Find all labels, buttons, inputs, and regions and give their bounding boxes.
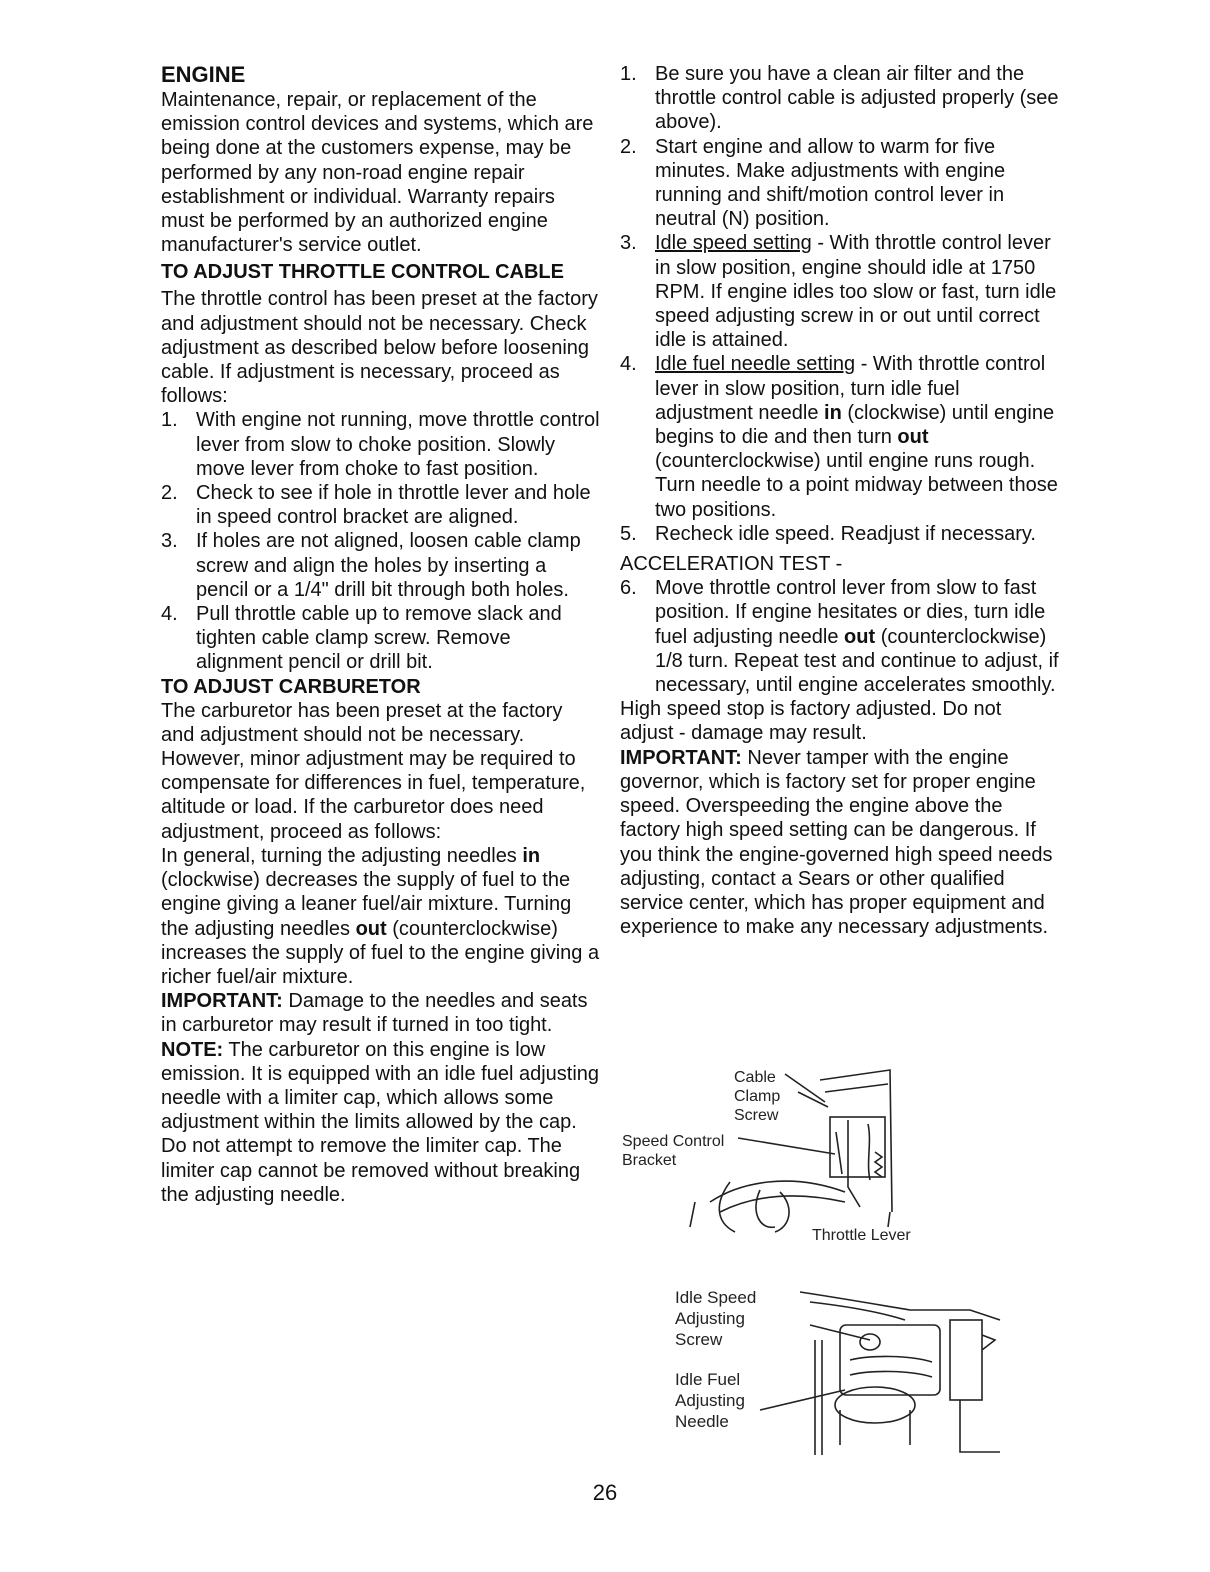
general-paragraph: In general, turning the adjusting needles in (clockwise) decreases the supply of fuel to the engine giving a leaner fuel/air mixture. Turning the adjusting needles out (counterclockwise) increases the supply of fuel to the engine giving a richer fuel/air mixture. xyxy=(161,844,600,988)
list-item: 1. Be sure you have a clean air filter and the throttle control cable is adjusted properly (see above). xyxy=(620,63,1059,134)
idle-fuel-label: Idle Fuel xyxy=(675,1370,741,1389)
list-item: 2. Check to see if hole in throttle lever and hole in speed control bracket are aligned. xyxy=(161,482,591,529)
list-item: 4. Pull throttle cable up to remove slack and tighten cable clamp screw. Remove alignment pencil or drill bit. xyxy=(161,603,562,674)
carburetor-intro: The carburetor has been preset at the factory and adjustment should not be necessary. However, minor adjustment may be required to compensate for differences in fuel, temperature, altitude or load. If the carburetor does need adjustment, proceed as follows: xyxy=(161,699,586,843)
list-item: 3. If holes are not aligned, loosen cable clamp screw and align the holes by inserting a pencil or a 1/4" drill bit through both holes. xyxy=(161,530,581,601)
needle-label: Needle xyxy=(675,1412,729,1431)
adjusting-label: Adjusting xyxy=(675,1391,745,1410)
important-paragraph: IMPORTANT: Damage to the needles and seats in carburetor may result if turned in too tight. xyxy=(161,990,588,1037)
bracket-label: Bracket xyxy=(622,1152,677,1169)
throttle-figure xyxy=(620,1062,940,1252)
page-number: 26 xyxy=(592,1480,618,1505)
carburetor-steps xyxy=(620,62,1060,546)
screw-label: Screw xyxy=(734,1107,779,1124)
right-column xyxy=(620,62,1060,939)
cable-label: Cable xyxy=(734,1069,776,1086)
carburetor-figure xyxy=(670,1280,1010,1460)
throttle-intro: The throttle control has been preset at the factory and adjustment should not be necessary. Check adjustment as described below before loosening cable. If adjustment is necessary, proceed as follows: xyxy=(161,288,598,408)
screw-label: Screw xyxy=(675,1330,723,1349)
clamp-label: Clamp xyxy=(734,1088,781,1105)
acceleration-test-heading: ACCELERATION TEST - xyxy=(620,553,843,576)
idle-speed-label: Idle Speed xyxy=(675,1288,757,1307)
note-paragraph: NOTE: The carburetor on this engine is low emission. It is equipped with an idle fuel adjusting needle with a limiter cap, which allows some adjustment within the limits allowed by the cap. Do not attempt to remove the limiter cap. The limiter cap cannot be removed without breaking the adjusting needle. xyxy=(161,1038,600,1206)
list-item: 6. Move throttle control lever from slow to fast position. If engine hesitates or dies, turn idle fuel adjusting needle out (counterclockwise) 1/8 turn. Repeat test and continue to adjust, if necessary, until engine accelerates smoothly. xyxy=(620,577,1059,697)
list-item: 2. Start engine and allow to warm for five minutes. Make adjustments with engine running and shift/motion control lever in neutral (N) position. xyxy=(620,135,1006,231)
throttle-steps xyxy=(161,408,601,674)
list-item: 4. Idle fuel needle setting - With throttle control lever in slow position, turn idle fuel adjustment needle in (clockwise) until engine begins to die and then turn out (counterclockwise) until engine runs rough. Turn needle to a point midway between those two positions. xyxy=(620,353,1058,521)
engine-paragraph: Maintenance, repair, or replacement of the emission control devices and systems, which are being done at the customers expense, may be performed by any non-road engine repair establishment or individual. Warranty repairs must be performed by an authorized engine manufacturer's service outlet. xyxy=(161,89,594,257)
list-item: 3. Idle speed setting - With throttle control lever in slow position, engine should idle at 1750 RPM. If engine idles too slow or fast, turn idle speed adjusting screw in or out until correct idle is attained. xyxy=(620,232,1057,352)
throttle-heading: TO ADJUST THROTTLE CONTROL CABLE xyxy=(161,261,564,284)
left-column xyxy=(161,62,601,1207)
important-paragraph: IMPORTANT: Never tamper with the engine governor, which is factory set for proper engine speed. Overspeeding the engine above the factory high speed setting can be dangerous. If you think the engine-governed high speed needs adjusting, contact a Sears or other qualified service center, which has proper equipment and experience to make any necessary adjustments. xyxy=(620,746,1053,939)
acceleration-steps xyxy=(620,576,1060,697)
throttle-lever-label: Throttle Lever xyxy=(812,1227,911,1244)
list-item: 5. Recheck idle speed. Readjust if necessary. xyxy=(620,522,1036,545)
list-item: 1. With engine not running, move throttle control lever from slow to choke position. Slowly move lever from choke to fast position. xyxy=(161,409,600,480)
adjusting-label: Adjusting xyxy=(675,1309,745,1328)
carburetor-heading: TO ADJUST CARBURETOR xyxy=(161,675,421,698)
speed-control-label: Speed Control xyxy=(622,1133,725,1150)
high-speed-paragraph: High speed stop is factory adjusted. Do not adjust - damage may result. xyxy=(620,698,1002,745)
engine-heading: ENGINE xyxy=(161,62,246,87)
